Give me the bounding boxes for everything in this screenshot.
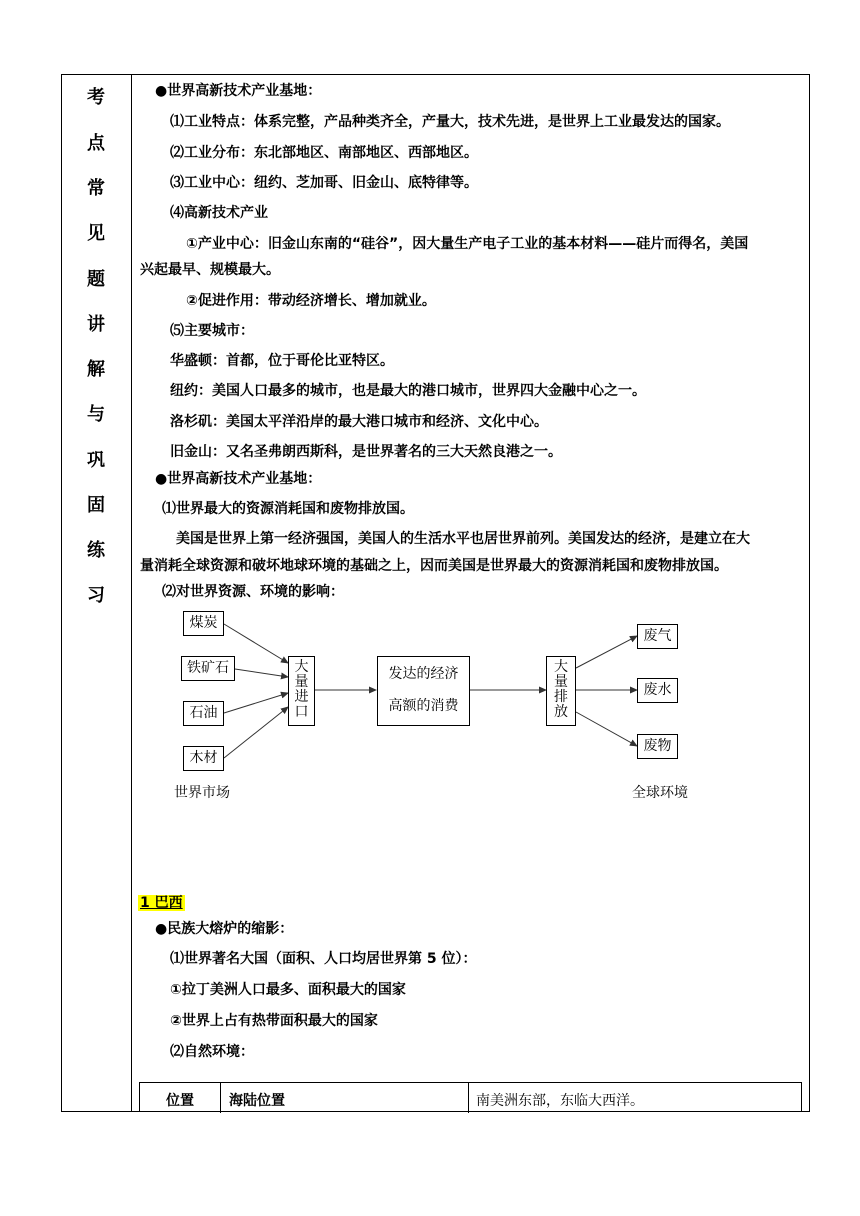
output-box-gas: 废气 [637, 624, 678, 649]
arrow-emit-to-waste [576, 712, 637, 746]
table-separator [468, 1083, 469, 1113]
text-line: ⑴世界最大的资源消耗国和废物排放国。 [162, 501, 414, 517]
global-environment-caption: 全球环境 [632, 785, 688, 801]
input-box-wood: 木材 [183, 746, 224, 771]
side-char: 习 [87, 585, 105, 606]
text-line: ⑷高新技术产业 [170, 205, 268, 221]
output-box-waste: 废物 [637, 734, 678, 759]
import-box [288, 656, 315, 726]
import-char: 进 [294, 689, 309, 705]
import-char: 大 [294, 659, 309, 675]
bullet-heading: ●民族大熔炉的缩影： [155, 921, 294, 937]
table-cell-land-sea: 海陆位置 [229, 1093, 285, 1109]
consumption-label: 高额的消费 [388, 698, 459, 714]
text-line: 纽约：美国人口最多的城市，也是最大的港口城市，世界四大金融中心之一。 [170, 383, 646, 399]
emit-char: 排 [554, 689, 568, 705]
world-market-caption: 世界市场 [174, 785, 230, 801]
section-heading-brazil [138, 894, 185, 912]
table-cell-description: 南美洲东部，东临大西洋。 [476, 1093, 644, 1109]
text-line: ⑸主要城市： [170, 323, 254, 339]
text-line: ⑵工业分布：东北部地区、南部地区、西部地区。 [170, 145, 478, 161]
arrow-iron-to-import [235, 669, 288, 677]
import-char: 量 [294, 674, 309, 690]
table-cell-position: 位置 [166, 1093, 194, 1109]
output-box-water: 废水 [637, 678, 678, 703]
emit-char: 大 [554, 659, 568, 675]
text-line: ①产业中心：旧金山东南的“硅谷”，因大量生产电子工业的基本材料——硅片而得名，美国 [186, 236, 749, 252]
side-char: 题 [87, 269, 105, 290]
text-line: ⑴工业特点：体系完整，产品种类齐全，产量大，技术先进，是世界上工业最发达的国家。 [170, 114, 730, 130]
input-box-coal: 煤炭 [183, 611, 224, 636]
side-char: 讲 [87, 314, 105, 335]
side-char: 固 [87, 495, 105, 516]
table-separator [220, 1083, 221, 1113]
text-line: ①拉丁美洲人口最多、面积最大的国家 [170, 982, 406, 998]
emit-char: 量 [554, 674, 568, 690]
side-char: 解 [87, 359, 105, 380]
economy-box [377, 656, 470, 726]
side-char: 常 [87, 178, 105, 199]
emit-box [546, 656, 576, 726]
input-box-iron-ore: 铁矿石 [181, 656, 235, 681]
text-line: 洛杉矶：美国太平洋沿岸的最大港口城市和经济、文化中心。 [170, 414, 548, 430]
input-box-oil: 石油 [183, 701, 224, 726]
economy-label: 发达的经济 [388, 666, 459, 682]
text-line: ②促进作用：带动经济增长、增加就业。 [186, 293, 436, 309]
emit-char: 放 [554, 704, 568, 720]
side-char: 练 [87, 540, 105, 561]
text-line: 量消耗全球资源和破坏地球环境的基础之上，因而美国是世界最大的资源消耗国和废物排放国。 [140, 558, 728, 574]
arrow-oil-to-import [224, 693, 288, 713]
text-line: 兴起最早、规模最大。 [140, 262, 280, 278]
brazil-heading-text: 1 巴西 [140, 895, 183, 911]
text-line: 华盛顿：首都，位于哥伦比亚特区。 [170, 353, 394, 369]
side-char: 考 [87, 87, 105, 108]
side-char: 巩 [87, 450, 105, 471]
text-line: ⑵对世界资源、环境的影响： [162, 584, 344, 600]
arrow-wood-to-import [224, 707, 288, 758]
text-line: 美国是世界上第一经济强国，美国人的生活水平也居世界前列。美国发达的经济，是建立在大 [176, 531, 750, 547]
bullet-heading: ●世界高新技术产业基地： [155, 471, 322, 487]
bullet-heading: ●世界高新技术产业基地： [155, 83, 322, 99]
side-char: 点 [87, 133, 105, 154]
text-line: ⑶工业中心：纽约、芝加哥、旧金山、底特律等。 [170, 175, 478, 191]
nature-table-row [139, 1082, 802, 1112]
text-line: ⑵自然环境： [170, 1044, 254, 1060]
import-char: 口 [294, 704, 309, 720]
text-line: 旧金山：又名圣弗朗西斯科，是世界著名的三大天然良港之一。 [170, 444, 562, 460]
side-char: 与 [87, 404, 105, 425]
text-line: ②世界上占有热带面积最大的国家 [170, 1013, 378, 1029]
side-char: 见 [87, 223, 105, 244]
arrow-emit-to-gas [576, 636, 637, 668]
text-line: ⑴世界著名大国（面积、人口均居世界第 5 位）： [170, 951, 477, 967]
